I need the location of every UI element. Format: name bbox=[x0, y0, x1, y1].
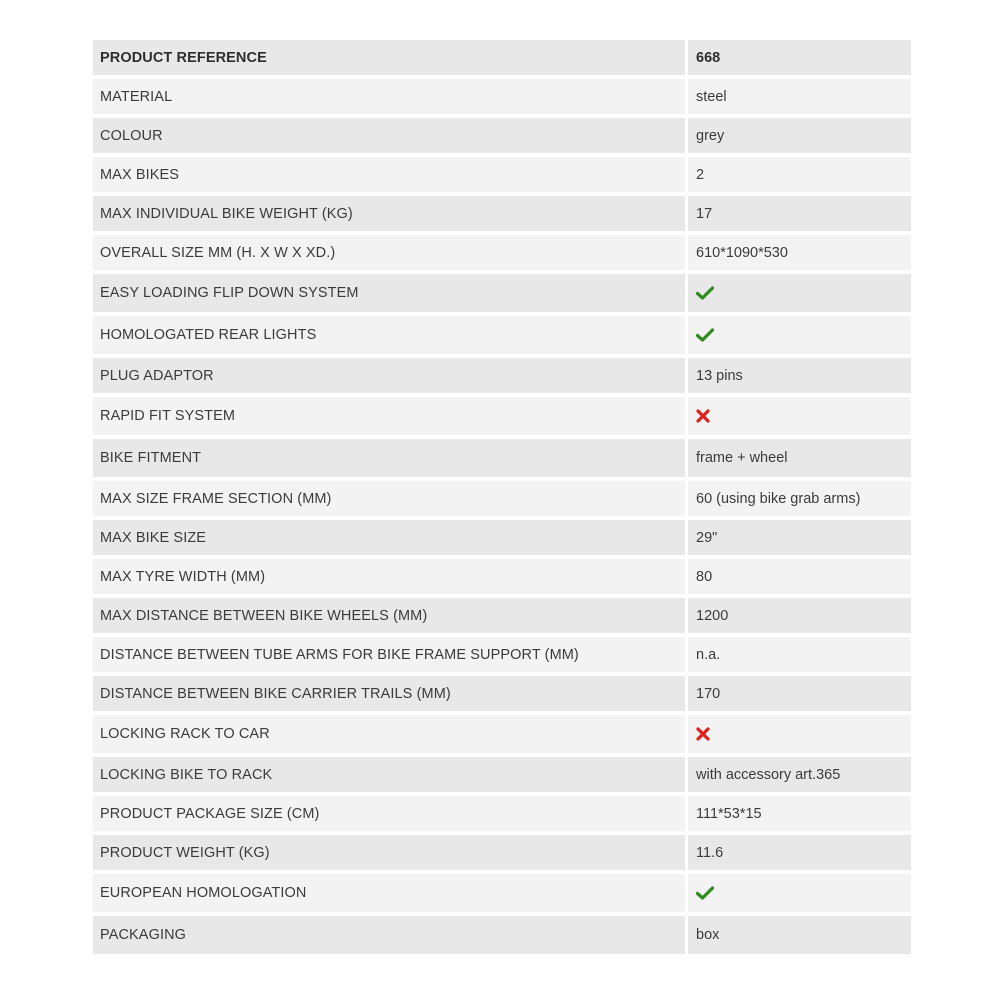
spec-label: MAX INDIVIDUAL BIKE WEIGHT (KG) bbox=[93, 196, 688, 231]
spec-label: PLUG ADAPTOR bbox=[93, 358, 688, 393]
spec-value: 13 pins bbox=[688, 358, 911, 393]
spec-value: 17 bbox=[688, 196, 911, 231]
spec-label: LOCKING RACK TO CAR bbox=[93, 715, 688, 753]
spec-value: 60 (using bike grab arms) bbox=[688, 481, 911, 516]
spec-label: MAX TYRE WIDTH (MM) bbox=[93, 559, 688, 594]
spec-value: 29" bbox=[688, 520, 911, 555]
spec-value-no bbox=[688, 715, 911, 753]
spec-label: PRODUCT PACKAGE SIZE (CM) bbox=[93, 796, 688, 831]
spec-label: HOMOLOGATED REAR LIGHTS bbox=[93, 316, 688, 354]
spec-row bbox=[93, 316, 911, 354]
spec-label: OVERALL SIZE MM (H. X W X XD.) bbox=[93, 235, 688, 270]
spec-value: 80 bbox=[688, 559, 911, 594]
spec-label: DISTANCE BETWEEN BIKE CARRIER TRAILS (MM) bbox=[93, 676, 688, 711]
spec-row bbox=[93, 481, 911, 516]
spec-label: PACKAGING bbox=[93, 916, 688, 954]
spec-row bbox=[93, 796, 911, 831]
spec-row bbox=[93, 358, 911, 393]
check-icon bbox=[696, 286, 714, 300]
cross-icon bbox=[696, 727, 710, 741]
spec-value-yes bbox=[688, 874, 911, 912]
spec-label: MATERIAL bbox=[93, 79, 688, 114]
spec-value: frame + wheel bbox=[688, 439, 911, 477]
spec-label: PRODUCT REFERENCE bbox=[93, 40, 688, 75]
spec-row bbox=[93, 235, 911, 270]
spec-row bbox=[93, 118, 911, 153]
spec-value: steel bbox=[688, 79, 911, 114]
spec-value: 610*1090*530 bbox=[688, 235, 911, 270]
spec-value: box bbox=[688, 916, 911, 954]
spec-row bbox=[93, 40, 911, 75]
spec-row bbox=[93, 916, 911, 954]
spec-value: 668 bbox=[688, 40, 911, 75]
spec-label: MAX BIKE SIZE bbox=[93, 520, 688, 555]
spec-label: LOCKING BIKE TO RACK bbox=[93, 757, 688, 792]
spec-label: EASY LOADING FLIP DOWN SYSTEM bbox=[93, 274, 688, 312]
spec-row bbox=[93, 835, 911, 870]
spec-label: PRODUCT WEIGHT (KG) bbox=[93, 835, 688, 870]
spec-value: 11.6 bbox=[688, 835, 911, 870]
spec-row bbox=[93, 715, 911, 753]
spec-row bbox=[93, 676, 911, 711]
spec-row bbox=[93, 274, 911, 312]
spec-value: 1200 bbox=[688, 598, 911, 633]
spec-value: grey bbox=[688, 118, 911, 153]
spec-row bbox=[93, 196, 911, 231]
cross-icon bbox=[696, 409, 710, 423]
check-icon bbox=[696, 328, 714, 342]
spec-row bbox=[93, 559, 911, 594]
spec-label: EUROPEAN HOMOLOGATION bbox=[93, 874, 688, 912]
spec-row bbox=[93, 757, 911, 792]
spec-row bbox=[93, 157, 911, 192]
spec-value: with accessory art.365 bbox=[688, 757, 911, 792]
spec-row bbox=[93, 439, 911, 477]
spec-value-no bbox=[688, 397, 911, 435]
spec-value: 2 bbox=[688, 157, 911, 192]
spec-row bbox=[93, 520, 911, 555]
spec-table-body bbox=[93, 40, 911, 954]
product-spec-table bbox=[93, 36, 911, 958]
spec-label: RAPID FIT SYSTEM bbox=[93, 397, 688, 435]
spec-value: 111*53*15 bbox=[688, 796, 911, 831]
spec-label: MAX DISTANCE BETWEEN BIKE WHEELS (MM) bbox=[93, 598, 688, 633]
spec-row bbox=[93, 397, 911, 435]
spec-row bbox=[93, 637, 911, 672]
spec-row bbox=[93, 79, 911, 114]
check-icon bbox=[696, 886, 714, 900]
spec-value: 170 bbox=[688, 676, 911, 711]
spec-value-yes bbox=[688, 316, 911, 354]
spec-value-yes bbox=[688, 274, 911, 312]
spec-label: DISTANCE BETWEEN TUBE ARMS FOR BIKE FRAME SUPPORT (MM) bbox=[93, 637, 688, 672]
spec-row bbox=[93, 598, 911, 633]
spec-row bbox=[93, 874, 911, 912]
spec-label: COLOUR bbox=[93, 118, 688, 153]
spec-value: n.a. bbox=[688, 637, 911, 672]
spec-label: MAX SIZE FRAME SECTION (MM) bbox=[93, 481, 688, 516]
spec-label: BIKE FITMENT bbox=[93, 439, 688, 477]
spec-label: MAX BIKES bbox=[93, 157, 688, 192]
